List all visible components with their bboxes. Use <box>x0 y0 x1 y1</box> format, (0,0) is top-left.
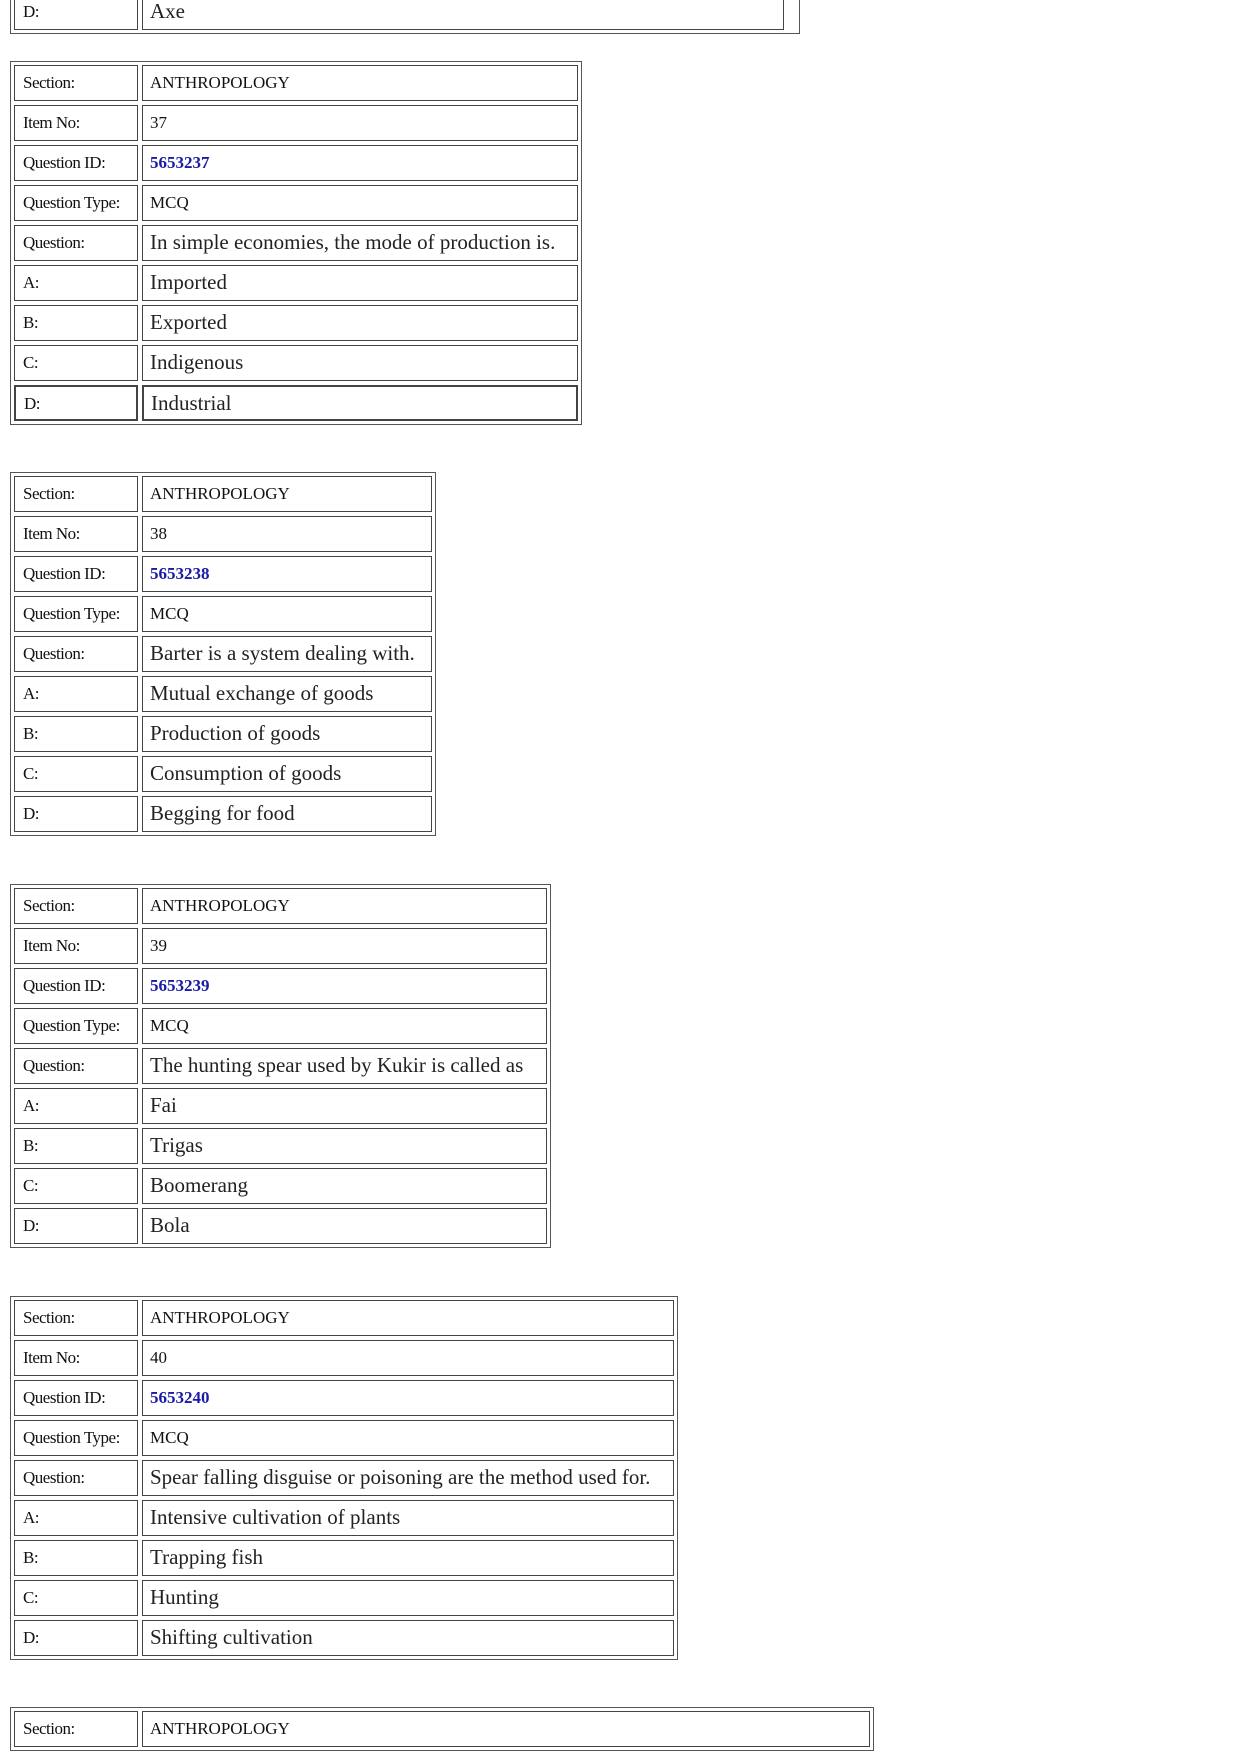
option-a-label: A: <box>14 1088 138 1124</box>
option-d-row <box>14 1620 674 1656</box>
option-d-row <box>14 385 578 421</box>
question-type-label: Question Type: <box>14 185 138 221</box>
question-id-row <box>14 1380 674 1416</box>
item-no-label: Item No: <box>14 928 138 964</box>
option-b-label: B: <box>14 305 138 341</box>
option-b-value: Trigas <box>142 1128 547 1164</box>
section-label: Section: <box>14 1300 138 1336</box>
option-d-value: Bola <box>142 1208 547 1244</box>
question-id-label: Question ID: <box>14 145 138 181</box>
question-id-row <box>14 145 578 181</box>
option-a-label: A: <box>14 1500 138 1536</box>
item-no-row <box>14 928 547 964</box>
question-id-label: Question ID: <box>14 968 138 1004</box>
question-table-fragment-bottom <box>10 1707 874 1751</box>
option-c-row <box>14 1580 674 1616</box>
item-no-row <box>14 516 432 552</box>
question-row <box>14 1460 674 1496</box>
option-c-row <box>14 1168 547 1204</box>
section-value: ANTHROPOLOGY <box>142 1300 674 1336</box>
question-label: Question: <box>14 1460 138 1496</box>
option-c-label: C: <box>14 1580 138 1616</box>
option-b-label: B: <box>14 1540 138 1576</box>
option-d-row <box>14 796 432 832</box>
section-row <box>14 1711 870 1747</box>
question-type-value: MCQ <box>142 185 578 221</box>
item-no-value: 38 <box>142 516 432 552</box>
section-label: Section: <box>14 888 138 924</box>
question-id-row <box>14 968 547 1004</box>
option-a-row <box>14 1088 547 1124</box>
option-b-row <box>14 305 578 341</box>
option-c-value: Hunting <box>142 1580 674 1616</box>
question-row <box>14 225 578 261</box>
question-type-row <box>14 596 432 632</box>
option-a-row <box>14 1500 674 1536</box>
question-type-row <box>14 185 578 221</box>
question-label: Question: <box>14 225 138 261</box>
item-no-label: Item No: <box>14 105 138 141</box>
option-d-label: D: <box>14 1620 138 1656</box>
section-row <box>14 65 578 101</box>
option-d-value: Begging for food <box>142 796 432 832</box>
option-d-value: Industrial <box>142 385 578 421</box>
option-a-value: Intensive cultivation of plants <box>142 1500 674 1536</box>
question-type-label: Question Type: <box>14 1420 138 1456</box>
option-b-value: Production of goods <box>142 716 432 752</box>
option-b-value: Exported <box>142 305 578 341</box>
question-id-label: Question ID: <box>14 556 138 592</box>
item-no-row <box>14 1340 674 1376</box>
option-d-value: Axe <box>142 0 784 30</box>
option-d-label: D: <box>14 796 138 832</box>
option-b-label: B: <box>14 1128 138 1164</box>
question-label: Question: <box>14 1048 138 1084</box>
question-type-label: Question Type: <box>14 1008 138 1044</box>
question-id-row <box>14 556 432 592</box>
item-no-value: 39 <box>142 928 547 964</box>
section-value: ANTHROPOLOGY <box>142 888 547 924</box>
option-c-label: C: <box>14 1168 138 1204</box>
option-c-value: Consumption of goods <box>142 756 432 792</box>
question-type-label: Question Type: <box>14 596 138 632</box>
option-d-label: D: <box>14 1208 138 1244</box>
question-type-value: MCQ <box>142 1008 547 1044</box>
item-no-value: 40 <box>142 1340 674 1376</box>
option-d-value: Shifting cultivation <box>142 1620 674 1656</box>
section-label: Section: <box>14 476 138 512</box>
section-label: Section: <box>14 1711 138 1747</box>
question-id-value: 5653238 <box>142 556 432 592</box>
option-b-label: B: <box>14 716 138 752</box>
question-table-fragment-top <box>10 0 800 34</box>
option-a-row <box>14 676 432 712</box>
option-a-label: A: <box>14 676 138 712</box>
question-table-38 <box>10 472 436 836</box>
option-b-value: Trapping fish <box>142 1540 674 1576</box>
question-row <box>14 1048 547 1084</box>
section-row <box>14 476 432 512</box>
option-c-label: C: <box>14 756 138 792</box>
option-c-row <box>14 756 432 792</box>
question-text: In simple economies, the mode of production is. <box>142 225 578 261</box>
option-d-row <box>14 0 796 30</box>
option-d-label: D: <box>14 385 138 421</box>
question-text: Barter is a system dealing with. <box>142 636 432 672</box>
item-no-label: Item No: <box>14 1340 138 1376</box>
item-no-value: 37 <box>142 105 578 141</box>
option-d-label: D: <box>14 0 138 30</box>
question-type-value: MCQ <box>142 596 432 632</box>
section-value: ANTHROPOLOGY <box>142 65 578 101</box>
question-text: Spear falling disguise or poisoning are the method used for. <box>142 1460 674 1496</box>
option-c-label: C: <box>14 345 138 381</box>
question-id-value: 5653240 <box>142 1380 674 1416</box>
section-row <box>14 888 547 924</box>
option-b-row <box>14 1540 674 1576</box>
section-value: ANTHROPOLOGY <box>142 1711 870 1747</box>
option-c-value: Boomerang <box>142 1168 547 1204</box>
section-row <box>14 1300 674 1336</box>
question-row <box>14 636 432 672</box>
question-table-40 <box>10 1296 678 1660</box>
question-id-value: 5653237 <box>142 145 578 181</box>
question-table-37 <box>10 61 582 425</box>
item-no-row <box>14 105 578 141</box>
option-a-value: Imported <box>142 265 578 301</box>
option-a-label: A: <box>14 265 138 301</box>
question-id-label: Question ID: <box>14 1380 138 1416</box>
question-table-39 <box>10 884 551 1248</box>
option-b-row <box>14 1128 547 1164</box>
item-no-label: Item No: <box>14 516 138 552</box>
question-id-value: 5653239 <box>142 968 547 1004</box>
option-d-row <box>14 1208 547 1244</box>
option-a-value: Fai <box>142 1088 547 1124</box>
option-a-row <box>14 265 578 301</box>
option-c-value: Indigenous <box>142 345 578 381</box>
question-type-row <box>14 1420 674 1456</box>
question-text: The hunting spear used by Kukir is called as <box>142 1048 547 1084</box>
question-type-value: MCQ <box>142 1420 674 1456</box>
section-value: ANTHROPOLOGY <box>142 476 432 512</box>
option-c-row <box>14 345 578 381</box>
question-type-row <box>14 1008 547 1044</box>
question-label: Question: <box>14 636 138 672</box>
option-a-value: Mutual exchange of goods <box>142 676 432 712</box>
section-label: Section: <box>14 65 138 101</box>
option-b-row <box>14 716 432 752</box>
